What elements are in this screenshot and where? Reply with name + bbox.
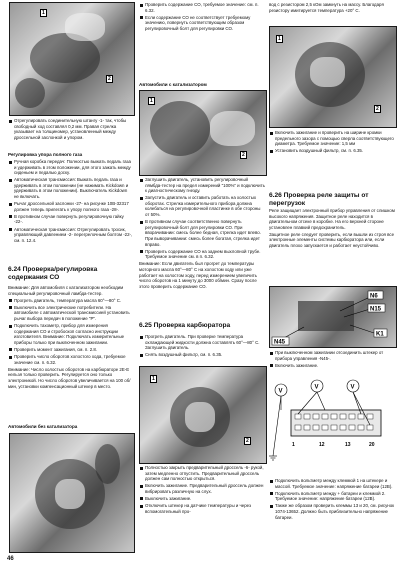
photo-callout: 2: [246, 438, 249, 444]
choke-gap-photo: [269, 26, 397, 128]
connector-voltmeter-diagram: [269, 376, 395, 476]
label-n45: N45: [274, 339, 286, 346]
pin-label-1: 1: [292, 442, 295, 448]
choke-gap-steps: [269, 130, 395, 155]
pin-label-13: 13: [345, 442, 351, 448]
body-text: Внимание: Для автомобиля с катализатором необходим специальный регулировочный ламбда-тестер.: [8, 285, 124, 296]
subheading-with-catalyst: Автомобили с катализатором: [139, 82, 207, 87]
list-item: Полностью закрыть предварительный дроссель -6- рукой, затем медленно отпустить. Предварительный дроссель должен сам полностью открыться.: [139, 465, 265, 482]
list-item: Снять воздушный фильтр, см. п. 6.35.: [139, 352, 265, 358]
photo-callout: 2: [242, 152, 245, 158]
throttle-linkage-photo: [9, 2, 135, 116]
body-text: Реле защищает электронный прибор управления от слишком высокого напряжения. Защитное реле находится в двигательном отсеке в коробке. На его верхней стороне установлен плавкий предохранитель.: [269, 208, 395, 230]
list-item: Также же образом проверить клеммы 13 и 20, см. рисунок 1074-13652. Должно быть приблизительно напряжение батареи.: [269, 503, 395, 520]
list-item: Подключить вольтметр между клеммой 1 на штекере и массой. Требуемое значение: напряжение батареи (12В).: [269, 478, 395, 489]
list-item: Заглушить двигатель, установить регулировочный лямбда-тестер на предел измерений "100%" и подключить к диагностическому гнезду.: [139, 177, 265, 194]
section-6-25-body: [139, 334, 265, 359]
body-text: вод с резистором 2,5 кОм замкнуть на массу. Благодаря резистору имитируется температура +20° С.: [269, 2, 384, 13]
list-item: При выключенном зажигании отсоединить штекер от прибора управления -N45-.: [269, 350, 395, 361]
voltmeter-label: V: [350, 384, 355, 391]
section-heading-6-26: 6.26 Проверка реле защиты от перегрузок: [269, 192, 369, 207]
list-item: Если содержание СО не соответствует требуемому значению, повернуть соответствующим образом регулировочный болт для регулировки СО.: [139, 15, 265, 32]
list-item: Включить зажигание.: [269, 363, 395, 369]
photo-callout: 1: [150, 98, 153, 104]
full-throttle-steps: [8, 159, 133, 245]
list-item: В противном случае повернуть регулировочную гайку -22-.: [8, 214, 133, 225]
list-item: Проверить содержание СО на заднем выхлопной трубе. Требуемое значение см. в п. 6.32.: [139, 249, 265, 260]
label-n6: N6: [370, 293, 378, 300]
photo-callout: 1: [42, 10, 45, 16]
list-item: Запустить двигатель и оставить работать на холостых оборотах. Стрелка измерительного прибора должна колебаться на регулировочной пластинке в обе стороны от 50%.: [139, 195, 265, 217]
page-number: 46: [7, 556, 14, 562]
list-item: Подключить тахометр, прибор для измерения содержания СО и стробоскоп согласно инструкции изготовителя. Внимание: Подключать измерительные приборы только при выключенном зажигании.: [8, 323, 133, 345]
lambda-tester-photo: [139, 90, 267, 176]
photo-callout: 2: [376, 106, 379, 112]
body-text: Защитное реле следует проверить, если вышли из строя все электронные элементы системы карбюратора или, если двигатель плохо запускается и работает неустойчиво.: [269, 231, 395, 249]
section-heading-6-24: 6.24 Проверка/регулировка содержания СО: [8, 266, 98, 281]
body-text: Внимание: Число холостых оборотов на карбюраторе 2Е-Е нельзя только проверить. Регулируется оно только электроникой. Но число оборотов увеличивается на 100 об/мин, установки компенсационный штекер в место.: [8, 366, 131, 389]
list-item: Проверить содержание СО, требуемое значение: см. п. 6.32.: [139, 2, 265, 13]
list-item: Рычаг дроссельной заслонки -27- на рисунке 10В-32317 должен теперь прилегать к упору полного газа -28-.: [8, 201, 133, 212]
lambda-steps: [139, 177, 265, 291]
list-item: Включить зажигание и проверить на ширине кромки предельного зазора с помощью сверла соответствующего диаметра. Требуемое значение: 1,5 мм: [269, 130, 395, 147]
list-item: Автоматическая трансмиссия: Отрегулировать тросик, управляющий давлением -2- перегрелочным болтом -22-, см. п. 12.4.: [8, 227, 133, 244]
relay-location-photo: [269, 286, 397, 348]
pin-label-20: 20: [369, 442, 375, 448]
choke-steps: [139, 465, 265, 516]
voltmeter-label: V: [314, 384, 319, 391]
section-6-26-body: [269, 208, 395, 250]
list-item: Выключить зажигание.: [139, 496, 265, 502]
list-item: Автоматическая трансмиссия: Выжать педаль газа и удерживать в этом положении (не нажимать Kickdown и удерживать в этом положении). Выключатель Kickdown не включать.: [8, 177, 133, 199]
voltmeter-steps: [269, 478, 395, 522]
photo-callout: 1: [152, 376, 155, 382]
relay-check-steps: [269, 350, 395, 370]
voltmeter-label: V: [278, 388, 283, 395]
carburetor-choke-photo: [139, 366, 267, 464]
photo1-caption: [8, 118, 133, 142]
body-text: Отрегулировать соединительную штангу -1- так, чтобы свободный ход составлял 0,2 мм. Правая стрелка указывает на толщиномер, установленный между дроссельной заслонкой и упором.: [8, 118, 133, 140]
list-item: Установить воздушный фильтр, см. п. 6.35.: [269, 148, 395, 154]
section-heading-6-25: 6.25 Проверка карбюратора: [139, 322, 231, 329]
list-item: Ручная коробка передач: Полностью выжать педаль газа и удерживать в этом положении, для этого зажать между сиденьем и педалью доску.: [8, 159, 133, 176]
resistor-text: [269, 2, 395, 15]
list-item: Проверить число оборотов холостого хода, требуемое значение см. п. 6.32.: [8, 354, 133, 365]
list-item: Выключить все электрические потребители. На автомобиле с автоматической трансмиссией установить рычаг выбора передач в положение "P".: [8, 305, 133, 322]
list-item: Включить зажигание. Предварительный дроссель должен вибрировать различную на слух.: [139, 483, 265, 494]
label-n15: N15: [370, 306, 382, 313]
photo-callout: 1: [278, 36, 281, 42]
list-item: Прогреть двигатель. При проверке температура охлаждающей жидкости должна составлять 60°—80° С. Заглушить двигатель.: [139, 334, 265, 351]
co-check-steps: [139, 2, 265, 33]
list-item: Проверить момент зажигания, см. п. 2.8.: [8, 347, 133, 353]
section-6-24-body: [8, 285, 133, 391]
list-item: В противном случае соответственно повернуть регулировочный болт для регулировки СО. При вворачивании: смесь более бедная, стрелка идет влево. При выворачивании: смесь более богатая, стрелка идет вправо.: [139, 219, 265, 247]
body-text: Внимание: Если двигатель был прогрет до температуры моторного масла 60°—80° С на холостом ходу или уже работает на холостом ходу, перед измерением увеличить число оборотов на 1 минуту до 3000 об/мин. Сразу после этого проверить содержание СО.: [139, 261, 257, 289]
pin-label-12: 12: [319, 442, 325, 448]
photo-callout: 2: [108, 76, 111, 82]
list-item: Подключить вольтметр между + батареи и клеммой 2. Требуемое значение: напряжение батареи (12В).: [269, 491, 395, 502]
subheading-full-throttle: Регулировка упора полного газа: [8, 152, 83, 157]
carburetor-co-screw-photo: [9, 433, 135, 553]
subheading-no-catalyst: Автомобили без катализатора: [8, 424, 78, 429]
list-item: Прогреть двигатель, температура масла 60°—80° С.: [8, 298, 133, 304]
label-k1: K1: [376, 331, 384, 338]
relay-labels-overlay: [270, 287, 396, 347]
list-item: Отключить штекер на датчике температуры и через вспомогательный про-: [139, 503, 265, 514]
